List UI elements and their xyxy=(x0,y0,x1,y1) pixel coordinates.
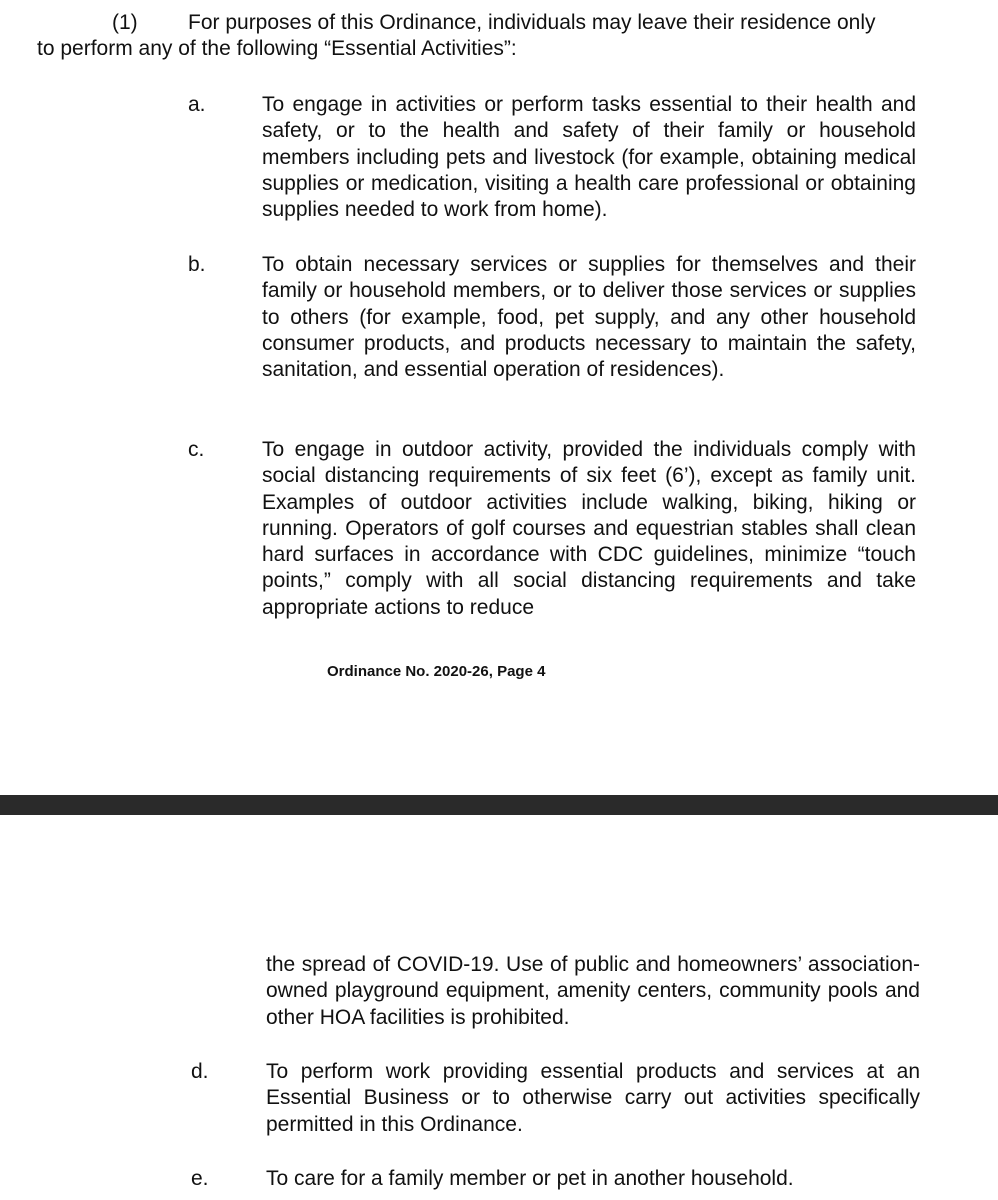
item-label-c: c. xyxy=(188,438,205,461)
section-number: (1) xyxy=(112,11,138,34)
page-separator xyxy=(0,795,998,815)
item-text-c: To engage in outdoor activity, provided the individuals comply with social distancing requirements of six feet (6’), except as family unit. Examples of outdoor activities include walking, biking, hiking or running. Operators of golf courses and equestrian stables shall clean hard surfaces in accordance with CDC guidelines, minimize “touch points,” comply with all social distancing requirements and take appropriate actions to reduce xyxy=(262,438,916,619)
item-label-a: a. xyxy=(188,93,206,116)
page-footer: Ordinance No. 2020-26, Page 4 xyxy=(327,663,546,680)
document-page-5 xyxy=(0,815,998,1200)
item-label-d: d. xyxy=(191,1060,209,1083)
item-text-d: To perform work providing essential products and services at an Essential Business or to otherwise carry out activities specifically permitted in this Ordinance. xyxy=(266,1060,920,1136)
item-text-c-continued: the spread of COVID-19. Use of public and homeowners’ association-owned playground equipment, amenity centers, community pools and other HOA facilities is prohibited. xyxy=(266,953,920,1029)
item-label-b: b. xyxy=(188,253,206,276)
item-text-e: To care for a family member or pet in another household. xyxy=(266,1167,794,1190)
section-intro-line-1: For purposes of this Ordinance, individuals may leave their residence only xyxy=(188,11,876,34)
section-intro-line-2: to perform any of the following “Essential Activities”: xyxy=(37,37,517,60)
item-label-e: e. xyxy=(191,1167,209,1190)
item-text-b: To obtain necessary services or supplies for themselves and their family or household members, or to deliver those services or supplies to others (for example, food, pet supply, and any other household consumer products, and products necessary to maintain the safety, sanitation, and essential operation of residences). xyxy=(262,253,916,382)
item-text-a: To engage in activities or perform tasks essential to their health and safety, or to the health and safety of their family or household members including pets and livestock (for example, obtaining medical supplies or medication, visiting a health care professional or obtaining supplies needed to work from home). xyxy=(262,93,916,222)
